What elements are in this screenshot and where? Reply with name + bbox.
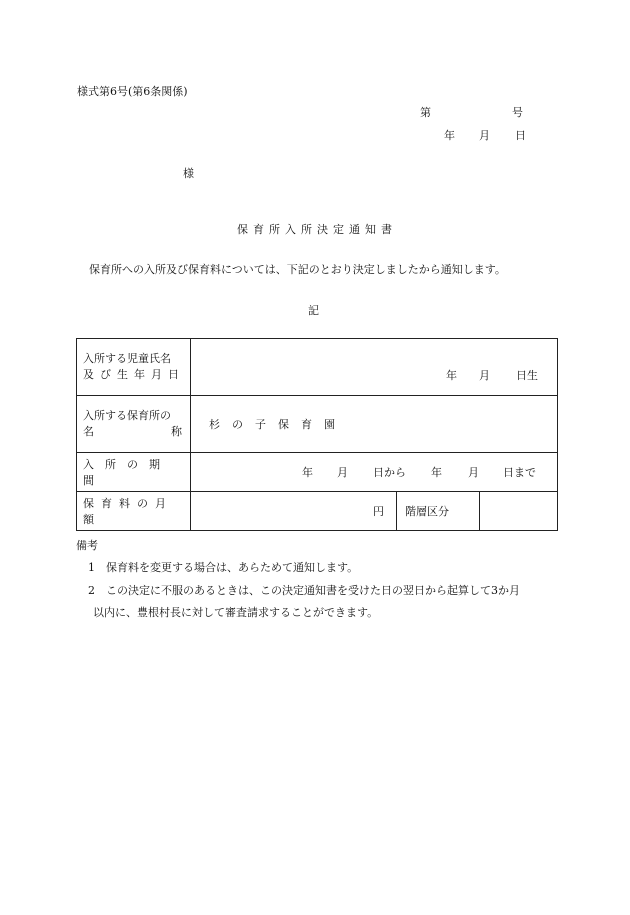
period-value-cell[interactable] <box>191 453 558 492</box>
date-day: 日 <box>515 129 526 142</box>
period-end-month: 月 <box>468 466 479 479</box>
label-nursery-line2-b: 称 <box>171 425 182 438</box>
intro-text: 保育所への入所及び保育料については、下記のとおり決定しましたから通知します。 <box>89 263 506 276</box>
table-row-fee <box>77 492 558 531</box>
period-from: 日から <box>373 466 406 479</box>
remark-1-number: 1 <box>88 561 95 574</box>
yen-unit: 円 <box>373 505 384 518</box>
document-number-prefix: 第 <box>420 106 431 119</box>
birth-year-unit: 年 <box>446 369 457 382</box>
table-row-period <box>77 453 558 492</box>
birth-month-unit: 月 <box>479 369 490 382</box>
nursery-value-cell[interactable] <box>191 396 558 453</box>
ki-mark: 記 <box>308 304 319 317</box>
label-child-name: 入所する児童氏名 <box>83 352 171 366</box>
date-month: 月 <box>479 129 490 142</box>
fee-amount-cell[interactable] <box>191 492 397 531</box>
form-number: 様式第6号(第6条関係) <box>77 85 188 98</box>
tier-label: 階層区分 <box>405 505 449 518</box>
label-birthdate: 及び生年月日 <box>83 368 185 381</box>
period-start-year: 年 <box>302 466 313 479</box>
remark-2-text-line2: 以内に、豊根村長に対して審査請求することができます。 <box>93 606 379 619</box>
tier-value-cell[interactable] <box>480 492 558 531</box>
label-monthly-fee: 保育料の月額 <box>77 492 191 531</box>
birth-day-unit: 日生 <box>516 369 538 382</box>
tier-label-cell <box>397 492 480 531</box>
remarks-heading: 備考 <box>76 539 98 552</box>
decision-table <box>76 338 558 531</box>
remark-1-text: 保育料を変更する場合は、あらためて通知します。 <box>106 561 359 574</box>
label-nursery-line2-a: 名 <box>83 425 94 438</box>
label-child-name-birth <box>77 339 191 396</box>
nursery-name-value: 杉の子保育園 <box>209 418 347 431</box>
addressee-suffix: 様 <box>183 167 194 180</box>
document-number-suffix: 号 <box>512 106 523 119</box>
date-year: 年 <box>444 129 455 142</box>
period-start-month: 月 <box>337 466 348 479</box>
period-end-year: 年 <box>431 466 442 479</box>
child-value-cell[interactable] <box>191 339 558 396</box>
label-nursery-name <box>77 396 191 453</box>
table-row-nursery <box>77 396 558 453</box>
table-row-child <box>77 339 558 396</box>
label-period: 入所の期間 <box>77 453 191 492</box>
document-title: 保育所入所決定通知書 <box>237 223 397 236</box>
remark-2-text-line1: この決定に不服のあるときは、この決定通知書を受けた日の翌日から起算して3か月 <box>106 584 520 597</box>
period-until: 日まで <box>503 466 536 479</box>
remark-2-number: 2 <box>88 584 95 597</box>
label-nursery-line1: 入所する保育所の <box>83 409 171 423</box>
